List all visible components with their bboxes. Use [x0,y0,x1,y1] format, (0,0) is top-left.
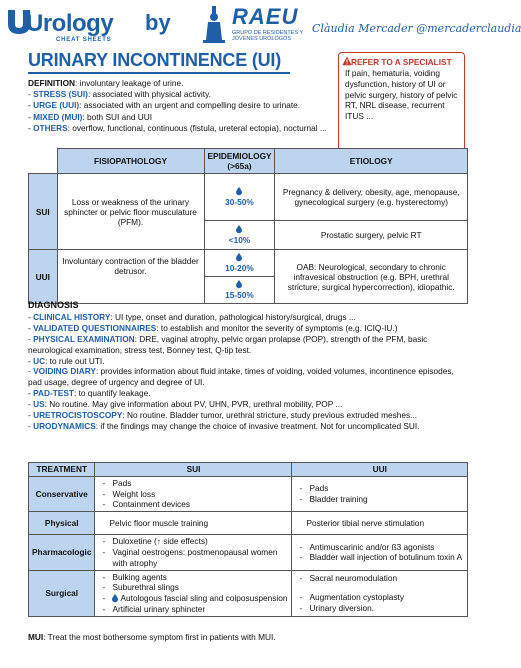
mui-label: MUI [28,632,44,642]
diagnosis-item: - URODYNAMICS: if the findings may change the choice of invasive treatment. Not for uncomplicated SUI. [28,420,420,431]
definition-item-text: : associated with an urgent and compelling desire to urinate. [79,100,301,111]
diagnosis-item-label: URODYNAMICS [33,420,96,431]
sui-epi-female-value: 30-50% [225,196,254,207]
list-item: - Antimuscarinic and/or ß3 agonists [309,542,464,553]
row-pharmacologic: Pharmacologic [29,535,95,570]
definition-line [28,78,333,89]
definition-text: : involuntary leakage of urine. [75,78,184,88]
definition-item-label: MIXED (MUI) [33,111,83,122]
diagnosis-item: - UC: to rule out UTI. [28,355,105,366]
sui-fisio: Loss or weakness of the urinary sphincter or pelvic floor musculature (PFM). [57,174,204,250]
surgical-uui [292,570,468,616]
statue-icon [200,4,230,44]
by-text: by [145,10,171,35]
definition-item-label: URGE (UUI) [33,100,80,111]
definition-item: - STRESS (SUI): associated with physical activity. [28,89,211,100]
diagnosis-title: DIAGNOSIS [28,300,79,310]
conservative-sui [95,476,292,511]
uui-etio: OAB: Neurological, secondary to chronic infravesical obstruction (e.g. BPH, urethral stricture, surgical hypercorrection), idiopathic. [275,250,468,304]
diagnosis-item-continued: pad usage, degree of urgency and degree of UI. [28,377,205,388]
table-row [29,250,468,277]
male-drop-icon [236,225,242,233]
treatment-table [28,462,468,617]
diagnosis-item: - PAD-TEST: to quantify leakage. [28,388,151,399]
row-surgical: Surgical [29,570,95,616]
mui-text: : Treat the most bothersome symptom first in patients with MUI. [43,632,276,642]
list-item-text: Autologous fascial sling and colposuspension [120,593,288,604]
list-item: - Containment devices [112,499,288,510]
col-sui: SUI [95,463,292,477]
diagnosis-item-label: VOIDING DIARY [33,366,96,377]
col-epidemiology: EPIDEMIOLOGY (>65a) [204,149,275,174]
list-item: - Vaginal oestrogens: postmenopausal women with atrophy [112,547,288,569]
diagnosis-item-text: : if the findings may change the choice of invasive treatment. Not for uncomplicated SUI. [95,420,420,431]
definition-item-text: : overflow, functional, continuous (fistula, ureteral ectopia), nocturnal ... [67,122,327,133]
diagnosis-item-text: : No routine. Bladder tumor, urethral stricture, study previous extruded meshes... [122,410,418,421]
diagnosis-item-label: US [33,399,45,410]
table-row [29,476,468,511]
definition-item: - OTHERS: overflow, functional, continuous (fistula, ureteral ectopia), nocturnal ... [28,122,327,133]
empty-corner-cell [29,149,58,174]
list-item: - Pads [309,483,464,494]
row-type-uui: UUI [29,250,58,304]
diagnosis-item-continued: neurological examination, stress test, Bonney test, Q-tip test. [28,344,252,355]
list-item: - Artificial urinary sphincter [112,604,288,615]
col-uui: UUI [292,463,468,477]
physical-uui: Posterior tibial nerve stimulation [292,512,468,535]
diagnosis-item-label: URETROCISTOSCOPY [33,410,123,421]
sui-etio-female: Pregnancy & delivery, obesity, age, menopause, gynecological surgery (e.g. hysterectomy) [275,174,468,221]
sui-epi-male [204,221,275,250]
col-fisiopathology: FISIOPATHOLOGY [57,149,204,174]
pharmacologic-uui [292,535,468,570]
diagnosis-item-text: : to quantify leakage. [73,388,151,399]
male-drop-icon [236,280,242,288]
title-underline [28,72,290,74]
definition-item-label: STRESS (SUI) [33,89,88,100]
diagnosis-item-label: VALIDATED QUESTIONNAIRES [33,322,157,333]
refer-specialist-box [338,52,465,152]
uui-fisio: Involuntary contraction of the bladder detrusor. [57,250,204,304]
diagnosis-item-text: : to establish and monitor the severity of symptoms (e.g. ICIQ-IU.) [156,322,398,333]
diagnosis-item: - VALIDATED QUESTIONNAIRES: to establish and monitor the severity of symptoms (e.g. ICIQ-IU.) [28,322,398,333]
surgical-sui [95,570,292,616]
col-treatment: TREATMENT [29,463,95,477]
definition-item-text: : both SUI and UUI [82,111,153,122]
diagnosis-section [28,300,468,432]
diagnosis-item-text: : to rule out UTI. [45,355,105,366]
uui-epi-female [204,250,275,277]
diagnosis-item-text: : provides information about fluid intake, times of voiding, voided volumes, incontinence episodes, [95,366,454,377]
list-item: - Bladder wall injection of botulinum toxin A [309,552,464,563]
refer-specialist-heading: REFER TO A SPECIALIST [351,57,452,67]
sui-epi-male-value: <10% [228,234,251,245]
diagnosis-item: - URETROCISTOSCOPY: No routine. Bladder tumor, urethral stricture, study previous extruded meshes... [28,410,418,421]
row-physical: Physical [29,512,95,535]
list-item: - Bulking agents [112,572,288,583]
logo-word: Urology [26,10,114,37]
definition-item-label: OTHERS [33,122,68,133]
diagnosis-item: - VOIDING DIARY: provides information about fluid intake, times of voiding, voided volumes, incontinence episodes, [28,366,454,377]
row-conservative: Conservative [29,476,95,511]
table-row [29,570,468,616]
definition-label: DEFINITION [28,78,76,88]
diagnosis-item-text: : UI type, onset and duration, pathological history/surgical, drugs ... [110,311,356,322]
col-etiology: ETIOLOGY [275,149,468,174]
list-item: - Suburethral slings [112,582,288,593]
raeu-subtitle: GRUPO DE RESIDENTES Y JÓVENES URÓLOGOS [232,30,304,42]
list-item [112,593,288,604]
diagnosis-item: - CLINICAL HISTORY: UI type, onset and duration, pathological history/surgical, drugs ... [28,311,356,322]
diagnosis-item-text: : No routine. May give information about PV, UHN, PVR, urethral mobility, POP ... [44,399,343,410]
list-item: - Pads [112,478,288,489]
female-drop-icon [236,253,242,261]
sui-etio-male: Prostatic surgery, pelvic RT [275,221,468,250]
table-row [29,174,468,221]
conservative-uui [292,476,468,511]
table-header-row [29,463,468,477]
diagnosis-item-text: : DRE, vaginal atrophy, pelvic organ prolapse (POP), strength of the PFM, basic [134,333,428,344]
diagnosis-item-label: UC [33,355,46,366]
list-item: - Urinary diversion. [309,603,464,614]
diagnosis-item-label: PHYSICAL EXAMINATION [33,333,135,344]
table-header-row [29,149,468,174]
list-item: - Augmentation cystoplasty [309,592,464,603]
diagnosis-item: - US: No routine. May give information about PV, UHN, PVR, urethral mobility, POP ... [28,399,343,410]
sui-epi-female [204,174,275,221]
raeu-logo [200,4,310,44]
list-item: - Weight loss [112,489,288,500]
logo-subtitle: CHEAT SHEETS [56,37,112,43]
pharmacologic-sui [95,535,292,570]
uui-epi-female-value: 10-20% [225,262,254,273]
diagnosis-item: - PHYSICAL EXAMINATION: DRE, vaginal atrophy, pelvic organ prolapse (POP), strength of the PFM, basic [28,333,428,344]
list-item: - Bladder training [309,494,464,505]
list-item: - Sacral neuromodulation [309,573,464,584]
list-item: - Duloxetine (↑ side effects) [112,536,288,547]
definition-section [28,78,333,134]
ui-types-table [28,148,468,304]
table-row [29,535,468,570]
raeu-word: RAEU [232,4,299,29]
uui-epi-male-value: 15-50% [225,289,254,300]
definition-item-text: : associated with physical activity. [87,89,211,100]
diagnosis-item-label: PAD-TEST [33,388,74,399]
physical-sui: Pelvic floor muscle training [95,512,292,535]
page-title: URINARY INCONTINENCE (UI) [28,50,282,70]
female-drop-icon [112,594,118,602]
female-drop-icon [236,187,242,195]
author-credit: Clàudia Mercader @mercaderclaudia [312,22,521,35]
diagnosis-item-label: CLINICAL HISTORY [33,311,111,322]
row-type-sui: SUI [29,174,58,250]
definition-item: - MIXED (MUI): both SUI and UUI [28,111,153,122]
mui-note [28,632,468,642]
definition-item: - URGE (UUI): associated with an urgent and compelling desire to urinate. [28,100,301,111]
refer-specialist-body: If pain, hematuria, voiding dysfunction, history of UI or pelvic surgery, history of pelvic RT, NRL disease, recurrent ITUS ... [345,68,458,122]
table-row [29,512,468,535]
